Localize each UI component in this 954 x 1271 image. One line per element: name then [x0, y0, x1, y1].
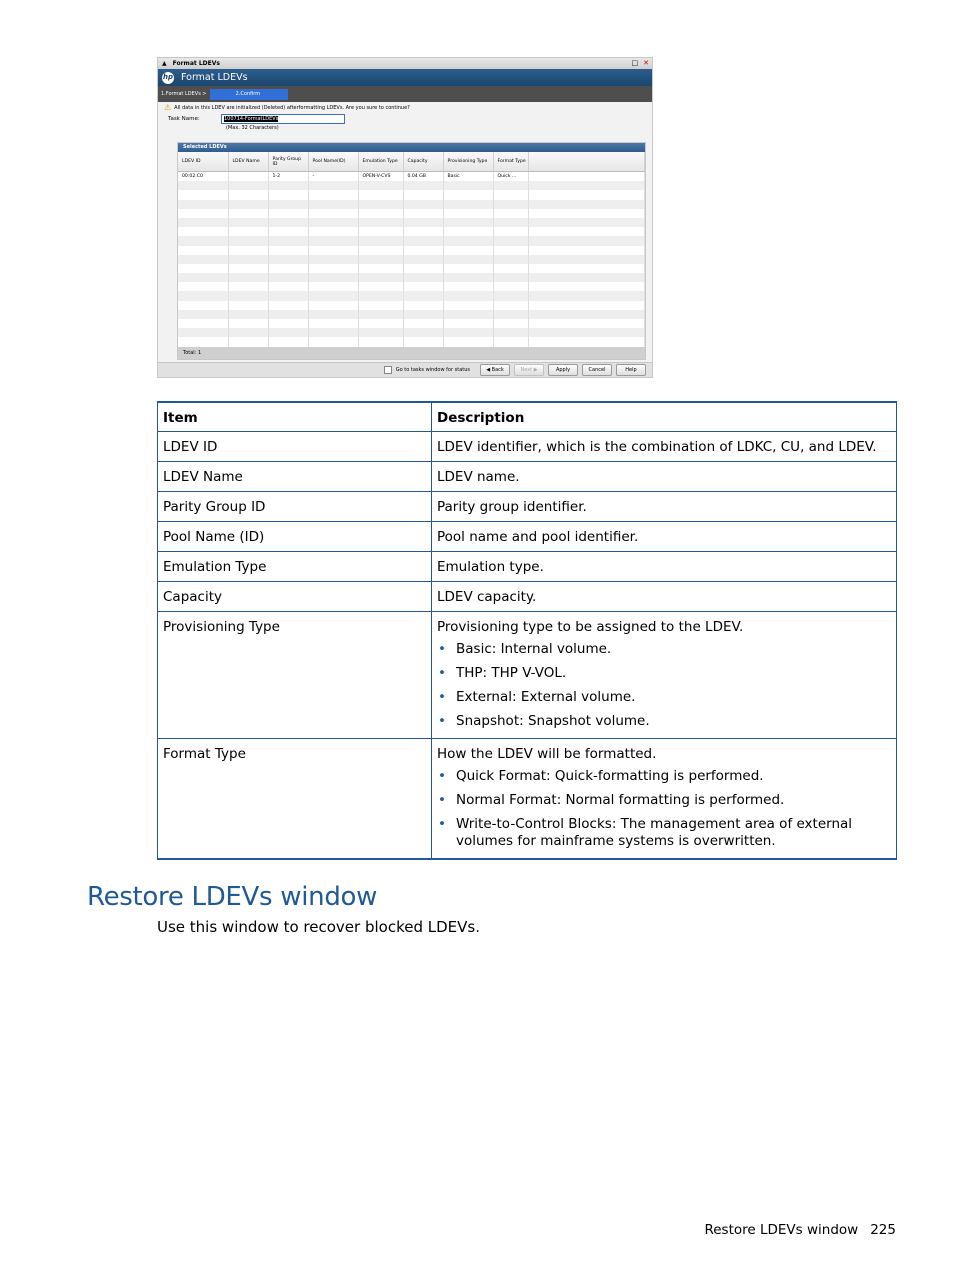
- grid-cell: [308, 328, 358, 337]
- grid-cell: [308, 246, 358, 255]
- section-heading: Restore LDEVs window: [87, 882, 378, 912]
- grid-cell: [358, 264, 403, 273]
- item-cell: Emulation Type: [158, 552, 432, 582]
- page-number: 225: [870, 1222, 896, 1238]
- grid-cell: [403, 181, 443, 190]
- grid-cell: [268, 200, 308, 209]
- grid-cell: [403, 291, 443, 300]
- grid-empty-row: [178, 236, 645, 245]
- go-to-tasks-checkbox[interactable]: [384, 366, 470, 374]
- grid-cell: [493, 236, 528, 245]
- grid-empty-row: [178, 310, 645, 319]
- item-cell: Format Type: [158, 739, 432, 860]
- grid-cell: [403, 200, 443, 209]
- col-emulation-type[interactable]: Emulation Type: [358, 152, 403, 172]
- grid-cell: [528, 190, 645, 199]
- grid-cell: [308, 236, 358, 245]
- grid-cell: [403, 236, 443, 245]
- grid-cell: [228, 172, 268, 182]
- description-text: Emulation type.: [437, 559, 544, 575]
- grid-cell: [443, 190, 493, 199]
- item-cell: LDEV Name: [158, 462, 432, 492]
- description-cell: [432, 522, 897, 552]
- grid-cell: [493, 273, 528, 282]
- grid-cell: [493, 328, 528, 337]
- col-ldev-id[interactable]: LDEV ID: [178, 152, 228, 172]
- grid-cell: [178, 301, 228, 310]
- grid-cell: [268, 181, 308, 190]
- col-parity-group-id[interactable]: Parity Group ID: [268, 152, 308, 172]
- grid-cell: [528, 273, 645, 282]
- description-cell: [432, 612, 897, 739]
- grid-cell: [228, 227, 268, 236]
- grid-cell: [443, 273, 493, 282]
- grid-cell: [403, 328, 443, 337]
- grid-cell: [178, 200, 228, 209]
- grid-cell: [178, 282, 228, 291]
- grid-empty-row: [178, 337, 645, 346]
- grid-cell: [528, 181, 645, 190]
- grid-cell: [228, 273, 268, 282]
- grid-cell: [403, 282, 443, 291]
- grid-cell: [443, 227, 493, 236]
- grid-cell: [228, 291, 268, 300]
- item-cell: LDEV ID: [158, 432, 432, 462]
- grid-cell: [528, 209, 645, 218]
- grid-cell: [493, 310, 528, 319]
- grid-cell: Quick ...: [493, 172, 528, 182]
- window-title: Format LDEVs: [172, 60, 220, 67]
- grid-cell: [493, 190, 528, 199]
- grid-empty-row: [178, 255, 645, 264]
- grid-cell: [268, 236, 308, 245]
- grid-cell: [308, 227, 358, 236]
- grid-cell: -: [308, 172, 358, 182]
- table-row: [158, 552, 897, 582]
- bullet-item: • Basic: Internal volume.: [437, 641, 891, 658]
- grid-cell: [308, 190, 358, 199]
- grid-cell: [493, 200, 528, 209]
- description-bullets: [437, 768, 891, 850]
- description-cell: [432, 739, 897, 860]
- grid-cell: [528, 246, 645, 255]
- grid-cell: [228, 255, 268, 264]
- grid-cell: [528, 291, 645, 300]
- grid-empty-row: [178, 181, 645, 190]
- close-icon[interactable]: ✕: [643, 59, 649, 67]
- grid-cell: OPEN-V-CVS: [358, 172, 403, 182]
- grid-empty-row: [178, 264, 645, 273]
- grid-cell: [308, 319, 358, 328]
- grid-cell: [403, 209, 443, 218]
- grid-cell: [268, 246, 308, 255]
- grid-cell: [443, 310, 493, 319]
- bullet-item: • THP: THP V-VOL.: [437, 665, 891, 682]
- grid-cell: [358, 337, 403, 346]
- grid-cell: [178, 328, 228, 337]
- grid-cell: [493, 209, 528, 218]
- grid-cell: [228, 246, 268, 255]
- grid-cell: Basic: [443, 172, 493, 182]
- warning-message: [158, 102, 652, 113]
- grid-cell: [403, 301, 443, 310]
- grid-cell: [528, 310, 645, 319]
- table-row: [158, 612, 897, 739]
- grid-cell: [268, 227, 308, 236]
- grid-cell: [443, 319, 493, 328]
- grid-cell: [228, 181, 268, 190]
- page-footer: [704, 1222, 896, 1238]
- grid-title: Selected LDEVs: [178, 143, 645, 152]
- grid-cell: [228, 301, 268, 310]
- col-pool-name[interactable]: Pool Name(ID): [308, 152, 358, 172]
- grid-empty-row: [178, 200, 645, 209]
- grid-cell: [493, 218, 528, 227]
- grid-cell: [493, 301, 528, 310]
- grid-cell: [403, 273, 443, 282]
- grid-empty-row: [178, 246, 645, 255]
- grid-row[interactable]: [178, 172, 645, 182]
- grid-cell: [358, 200, 403, 209]
- window-header: [158, 69, 652, 86]
- section-text: Use this window to recover blocked LDEVs.: [157, 918, 480, 936]
- table-row: [158, 432, 897, 462]
- restore-window-icon[interactable]: □: [631, 59, 639, 67]
- grid-cell: [228, 282, 268, 291]
- col-filler: [528, 152, 645, 172]
- grid-cell: [443, 328, 493, 337]
- grid-empty-row: [178, 328, 645, 337]
- grid-cell: [268, 328, 308, 337]
- task-name-hint: (Max. 32 Characters): [226, 125, 279, 131]
- grid-cell: [528, 200, 645, 209]
- grid-cell: [228, 200, 268, 209]
- grid-cell: [308, 200, 358, 209]
- bullet-item: • Normal Format: Normal formatting is performed.: [437, 792, 891, 809]
- step-confirm: [210, 89, 288, 100]
- col-format-type[interactable]: Format Type: [493, 152, 528, 172]
- grid-cell: [493, 282, 528, 291]
- grid-empty-row: [178, 282, 645, 291]
- grid-cell: [358, 246, 403, 255]
- description-bullets: [437, 641, 891, 730]
- checkbox-label: Go to tasks window for status: [395, 367, 470, 373]
- grid-cell: [358, 310, 403, 319]
- description-text: LDEV identifier, which is the combination of LDKC, CU, and LDEV.: [437, 439, 877, 455]
- wizard-steps: [158, 86, 652, 102]
- grid-cell: [268, 291, 308, 300]
- grid-cell: [493, 246, 528, 255]
- grid-cell: [308, 273, 358, 282]
- grid-cell: [268, 337, 308, 346]
- grid-cell: [228, 218, 268, 227]
- task-name-value: 100714-FormatLDEVs: [224, 116, 279, 122]
- grid-cell: [443, 282, 493, 291]
- grid-cell: [178, 291, 228, 300]
- grid-cell: [178, 273, 228, 282]
- table-row: [158, 492, 897, 522]
- grid-cell: [528, 227, 645, 236]
- table-row: [158, 462, 897, 492]
- grid-cell: [228, 319, 268, 328]
- description-cell: [432, 552, 897, 582]
- grid-cell: [268, 319, 308, 328]
- grid-cell: 0.04 GB: [403, 172, 443, 182]
- grid-cell: [178, 264, 228, 273]
- description-text: Pool name and pool identifier.: [437, 529, 639, 545]
- grid-empty-row: [178, 291, 645, 300]
- grid-cell: [443, 246, 493, 255]
- grid-cell: [443, 337, 493, 346]
- grid-cell: [403, 227, 443, 236]
- grid-cell: [228, 310, 268, 319]
- grid-cell: [178, 246, 228, 255]
- grid-cell: [268, 190, 308, 199]
- grid-cell: [443, 209, 493, 218]
- grid-cell: [178, 209, 228, 218]
- header-item: Item: [158, 402, 432, 432]
- grid-cell: [493, 181, 528, 190]
- grid-cell: [358, 218, 403, 227]
- grid-cell: [268, 310, 308, 319]
- grid-cell: [528, 255, 645, 264]
- bullet-item: • Snapshot: Snapshot volume.: [437, 713, 891, 730]
- grid-cell: [403, 264, 443, 273]
- grid-cell: [358, 301, 403, 310]
- collapse-icon[interactable]: ▲: [162, 60, 167, 67]
- step-confirm-label: 2.Confirm: [235, 91, 261, 97]
- grid-cell: 00:02:C0: [178, 172, 228, 182]
- grid-cell: [443, 236, 493, 245]
- grid-cell: [528, 328, 645, 337]
- next-button[interactable]: Next ▶: [514, 364, 544, 376]
- item-cell: Pool Name (ID): [158, 522, 432, 552]
- grid-cell: [228, 337, 268, 346]
- footer-label: Restore LDEVs window: [704, 1222, 859, 1238]
- bullet-item: • Write-to-Control Blocks: The management area of external volumes for mainframe systems is overwritten.: [437, 816, 891, 850]
- grid-cell: [178, 255, 228, 264]
- grid-cell: [358, 328, 403, 337]
- grid-cell: [443, 181, 493, 190]
- grid-cell: [358, 255, 403, 264]
- grid-empty-row: [178, 227, 645, 236]
- col-capacity[interactable]: Capacity: [403, 152, 443, 172]
- grid-cell: [528, 264, 645, 273]
- grid-cell: [178, 190, 228, 199]
- grid-cell: [308, 282, 358, 291]
- grid-cell: [178, 227, 228, 236]
- item-description-table: [157, 401, 897, 860]
- grid-cell: [308, 255, 358, 264]
- task-name-row: [158, 113, 652, 131]
- grid-cell: [528, 282, 645, 291]
- grid-cell: [528, 337, 645, 346]
- grid-cell: [268, 273, 308, 282]
- description-cell: [432, 432, 897, 462]
- grid-cell: [308, 310, 358, 319]
- grid-cell: [358, 282, 403, 291]
- grid-cell: [268, 264, 308, 273]
- description-cell: [432, 462, 897, 492]
- grid-cell: [228, 328, 268, 337]
- grid-cell: [228, 190, 268, 199]
- grid-cell: [308, 181, 358, 190]
- step-format-ldevs[interactable]: 1.Format LDEVs >: [161, 91, 207, 97]
- grid-cell: [358, 227, 403, 236]
- cancel-button[interactable]: Cancel: [582, 364, 612, 376]
- grid-cell: [493, 227, 528, 236]
- grid-cell: [228, 264, 268, 273]
- grid-cell: [528, 301, 645, 310]
- apply-button[interactable]: Apply: [548, 364, 578, 376]
- grid-cell: [268, 282, 308, 291]
- description-text: How the LDEV will be formatted.: [437, 746, 657, 762]
- format-ldevs-screenshot: [157, 57, 653, 378]
- grid-empty-row: [178, 301, 645, 310]
- ldev-table: [178, 152, 645, 347]
- grid-cell: [178, 218, 228, 227]
- window-titlebar: [158, 58, 652, 69]
- grid-cell: [308, 264, 358, 273]
- grid-cell: [528, 172, 645, 182]
- grid-cell: [358, 273, 403, 282]
- grid-cell: [228, 236, 268, 245]
- col-provisioning-type[interactable]: Provisioning Type: [443, 152, 493, 172]
- grid-cell: 1-2: [268, 172, 308, 182]
- table-row: [158, 739, 897, 860]
- grid-cell: [308, 301, 358, 310]
- grid-cell: [178, 236, 228, 245]
- grid-header-row: [178, 152, 645, 172]
- table-row: [158, 522, 897, 552]
- grid-cell: [178, 319, 228, 328]
- grid-cell: [358, 181, 403, 190]
- grid-cell: [228, 209, 268, 218]
- grid-cell: [443, 255, 493, 264]
- grid-cell: [178, 181, 228, 190]
- description-text: Provisioning type to be assigned to the LDEV.: [437, 619, 744, 635]
- description-text: Parity group identifier.: [437, 499, 587, 515]
- grid-cell: [268, 209, 308, 218]
- item-cell: Capacity: [158, 582, 432, 612]
- grid-cell: [443, 291, 493, 300]
- grid-cell: [443, 218, 493, 227]
- grid-cell: [403, 310, 443, 319]
- grid-cell: [308, 209, 358, 218]
- wizard-footer: [158, 362, 652, 377]
- grid-cell: [493, 255, 528, 264]
- task-name-input[interactable]: [221, 114, 345, 124]
- grid-cell: [403, 190, 443, 199]
- grid-cell: [528, 319, 645, 328]
- grid-cell: [308, 291, 358, 300]
- grid-cell: [308, 337, 358, 346]
- grid-cell: [178, 310, 228, 319]
- grid-cell: [358, 209, 403, 218]
- grid-cell: [268, 255, 308, 264]
- grid-cell: [308, 218, 358, 227]
- warning-text: All data in this LDEV are initialized (Deleted) afterformatting LDEVs. Are you sure to continue?: [174, 104, 410, 111]
- grid-cell: [358, 291, 403, 300]
- grid-cell: [403, 218, 443, 227]
- grid-cell: [443, 200, 493, 209]
- hp-logo: hp: [162, 72, 174, 84]
- grid-empty-row: [178, 319, 645, 328]
- header-title: Format LDEVs: [181, 72, 248, 83]
- warning-icon: ⚠: [164, 103, 172, 112]
- grid-cell: [268, 218, 308, 227]
- grid-total: Total: 1: [178, 347, 645, 359]
- grid-cell: [403, 337, 443, 346]
- task-name-label: Task Name:: [168, 116, 200, 122]
- grid-empty-row: [178, 209, 645, 218]
- selected-ldevs-grid: [177, 142, 646, 360]
- table-header-row: [158, 402, 897, 432]
- grid-empty-row: [178, 190, 645, 199]
- grid-cell: [358, 236, 403, 245]
- description-cell: [432, 582, 897, 612]
- grid-cell: [443, 301, 493, 310]
- item-cell: Parity Group ID: [158, 492, 432, 522]
- header-description: Description: [432, 402, 897, 432]
- col-ldev-name[interactable]: LDEV Name: [228, 152, 268, 172]
- grid-cell: [178, 337, 228, 346]
- grid-cell: [528, 236, 645, 245]
- grid-cell: [493, 291, 528, 300]
- grid-cell: [403, 255, 443, 264]
- item-cell: Provisioning Type: [158, 612, 432, 739]
- grid-cell: [528, 218, 645, 227]
- grid-cell: [403, 319, 443, 328]
- bullet-item: • Quick Format: Quick-formatting is performed.: [437, 768, 891, 785]
- grid-cell: [493, 337, 528, 346]
- grid-cell: [358, 319, 403, 328]
- back-button[interactable]: ◀ Back: [480, 364, 510, 376]
- checkbox-box[interactable]: [384, 366, 392, 374]
- grid-cell: [443, 264, 493, 273]
- description-cell: [432, 492, 897, 522]
- grid-empty-row: [178, 273, 645, 282]
- grid-cell: [493, 319, 528, 328]
- grid-cell: [268, 301, 308, 310]
- grid-cell: [358, 190, 403, 199]
- description-text: LDEV capacity.: [437, 589, 537, 605]
- grid-cell: [403, 246, 443, 255]
- description-text: LDEV name.: [437, 469, 520, 485]
- grid-empty-row: [178, 218, 645, 227]
- table-row: [158, 582, 897, 612]
- grid-cell: [493, 264, 528, 273]
- help-button[interactable]: Help: [616, 364, 646, 376]
- bullet-item: • External: External volume.: [437, 689, 891, 706]
